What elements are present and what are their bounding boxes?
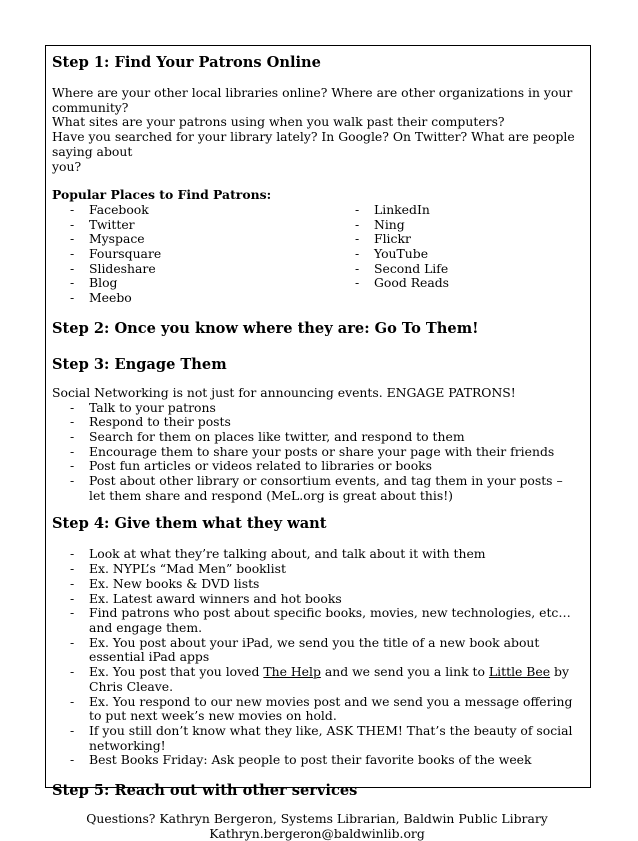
list-item: - Search for them on places like twitter, and respond to them: [52, 430, 582, 445]
list-item: [52, 665, 582, 694]
step3-heading: Step 3: Engage Them: [52, 355, 227, 373]
step4-heading: Step 4: Give them what they want: [52, 515, 327, 533]
list-item: - Foursquare: [52, 247, 337, 262]
text-fragment: and we send you a link to: [320, 664, 489, 680]
step3-intro: Social Networking is not just for announcing events. ENGAGE PATRONS!: [52, 384, 516, 400]
list-item: - Look at what they’re talking about, and talk about it with them: [52, 547, 582, 562]
list-item: - Ning: [337, 218, 582, 233]
step1-intro-line: Have you searched for your library lately? In Google? On Twitter? What are people saying about: [52, 129, 575, 159]
step1-heading: Step 1: Find Your Patrons Online: [52, 54, 321, 71]
step2-heading: Step 2: Once you know where they are: Go To Them!: [52, 319, 479, 337]
contact-email: Kathryn.bergeron@baldwinlib.org: [209, 825, 425, 841]
list-item: - Slideshare: [52, 262, 337, 277]
list-item: - Flickr: [337, 232, 582, 247]
step1-intro-line: you?: [52, 158, 82, 174]
document-body: [52, 50, 582, 841]
contact-line: Questions? Kathryn Bergeron, Systems Librarian, Baldwin Public Library: [86, 811, 548, 827]
list-item: - Best Books Friday: Ask people to post their favorite books of the week: [52, 753, 582, 768]
step1-intro-line: What sites are your patrons using when you walk past their computers?: [52, 114, 505, 130]
step4-list: [52, 547, 582, 768]
places-list-left: [52, 203, 337, 306]
list-item: - Blog: [52, 276, 337, 291]
list-item: - Ex. You respond to our new movies post and we send you a message offering to put next week’s new movies on hold.: [52, 695, 582, 724]
book-title: The Help: [263, 664, 321, 680]
step3-list: [52, 401, 582, 504]
list-item: - Myspace: [52, 232, 337, 247]
list-item: - Post fun articles or videos related to libraries or books: [52, 459, 582, 474]
step1-intro-line: Where are your other local libraries online? Where are other organizations in your community?: [52, 85, 573, 115]
list-item: - Post about other library or consortium events, and tag them in your posts – let them share and respond (MeL.org is great about this!): [52, 474, 582, 503]
list-item: - Find patrons who post about specific books, movies, new technologies, etc… and engage them.: [52, 606, 582, 635]
list-item: - Facebook: [52, 203, 337, 218]
list-item: - Good Reads: [337, 276, 582, 291]
list-item: - Meebo: [52, 291, 337, 306]
list-item: - If you still don’t know what they like, ASK THEM! That’s the beauty of social networking!: [52, 724, 582, 753]
list-item: - LinkedIn: [337, 203, 582, 218]
list-item: - Ex. Latest award winners and hot books: [52, 592, 582, 607]
text-fragment: Ex. You post that you loved: [89, 664, 264, 680]
list-item: - Second Life: [337, 262, 582, 277]
list-item: - Twitter: [52, 218, 337, 233]
list-item: - Respond to their posts: [52, 415, 582, 430]
list-item: - Ex. New books & DVD lists: [52, 577, 582, 592]
places-columns: [52, 203, 582, 306]
list-item: - Encourage them to share your posts or share your page with their friends: [52, 445, 582, 460]
list-item: - YouTube: [337, 247, 582, 262]
list-item: - Ex. NYPL’s “Mad Men” booklist: [52, 562, 582, 577]
places-list-right: [337, 203, 582, 306]
places-heading: Popular Places to Find Patrons:: [52, 187, 272, 203]
step5-heading: Step 5: Reach out with other services: [52, 782, 358, 800]
book-title: Little Bee: [488, 664, 551, 680]
step1-intro: [52, 86, 582, 174]
list-item: - Ex. You post about your iPad, we send you the title of a new book about essential iPad apps: [52, 636, 582, 665]
contact-footer: [52, 812, 582, 841]
list-item: - Talk to your patrons: [52, 401, 582, 416]
text-fragment: by Chris Cleave.: [89, 664, 569, 694]
